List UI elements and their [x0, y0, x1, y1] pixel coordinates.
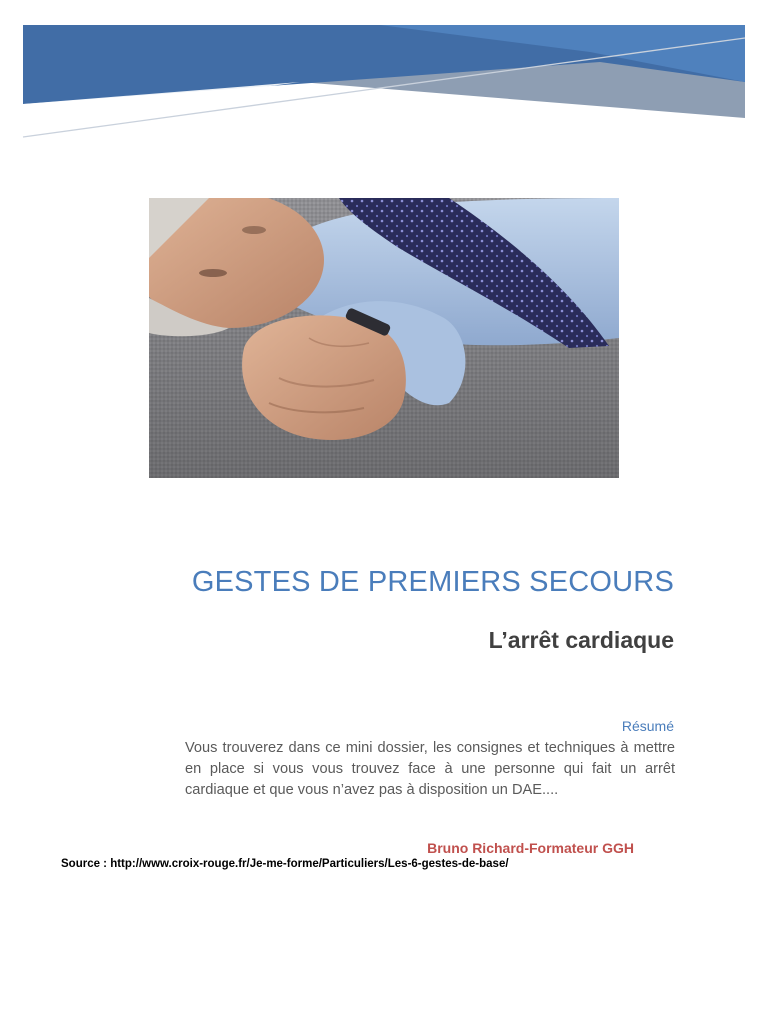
document-subtitle: L’arrêt cardiaque — [488, 627, 674, 653]
collapsed-man-illustration — [149, 198, 619, 478]
author-line: Bruno Richard-Formateur GGH — [427, 840, 634, 856]
abstract-text: Vous trouverez dans ce mini dossier, les consignes et techniques à mettre en place si vous vous trouvez face à une personne qui fait un arrêt cardiaque et que vous n’avez pas à disposition un DAE.... — [185, 740, 675, 798]
header-banner — [0, 0, 768, 150]
abstract-label: Résumé — [621, 718, 674, 734]
document-title: GESTES DE PREMIERS SECOURS — [191, 566, 674, 598]
cover-photo — [149, 198, 619, 478]
source-reference: Source : http://www.croix-rouge.fr/Je-me-forme/Particuliers/Les-6-gestes-de-base/ — [61, 858, 509, 870]
eye — [199, 269, 227, 277]
